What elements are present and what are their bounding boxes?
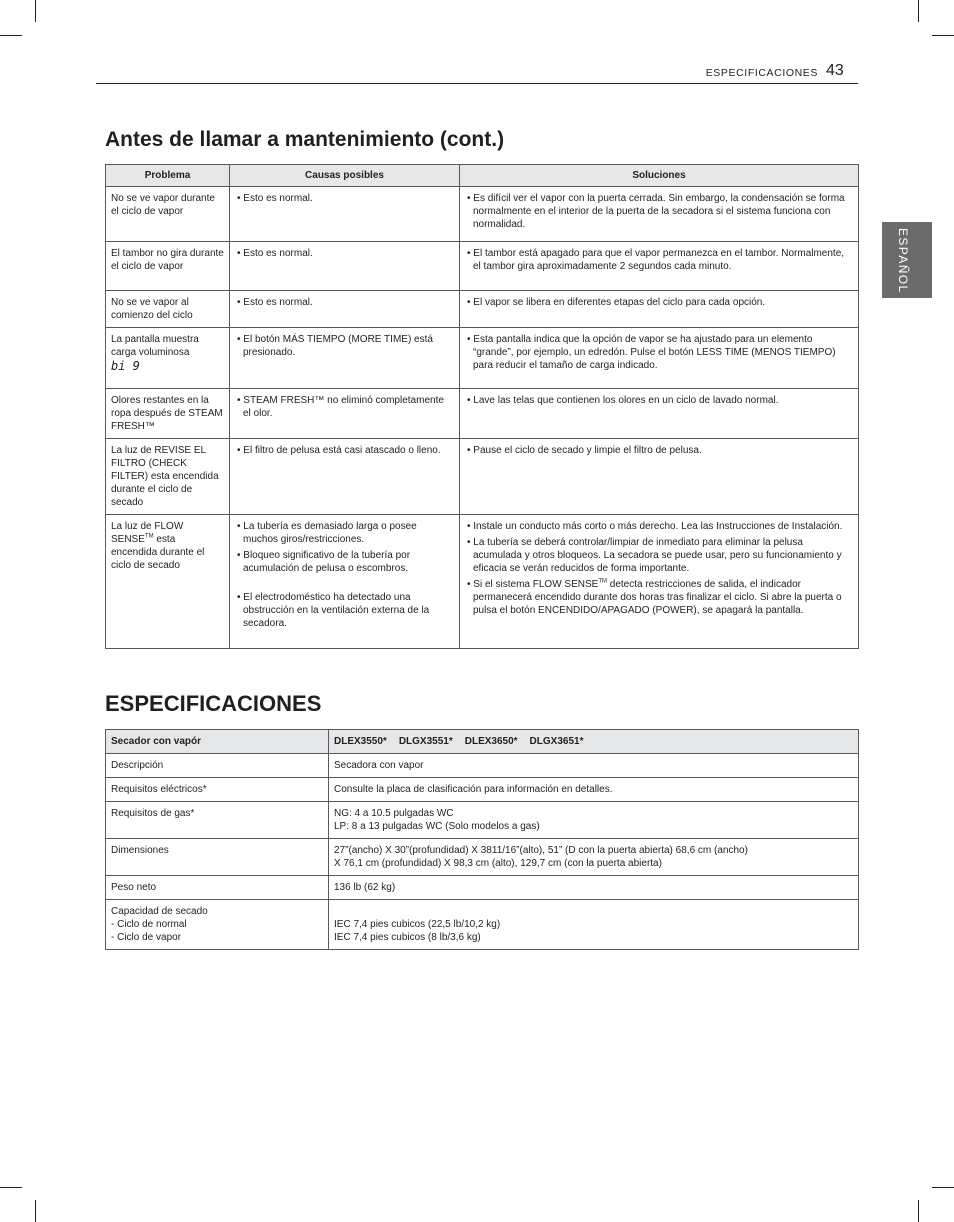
solution-item: • El vapor se libera en diferentes etapas del ciclo para cada opción.: [467, 297, 766, 308]
spec-value: 136 lb (62 kg): [329, 876, 859, 900]
solution-item: • Instale un conducto más corto o más derecho. Lea las Instrucciones de Instalación.: [467, 521, 843, 532]
header-divider: [96, 83, 858, 84]
troubleshoot-title: Antes de llamar a mantenimiento (cont.): [105, 128, 505, 151]
spec-label-line: - Ciclo de vapor: [111, 932, 182, 943]
trademark-sup: TM: [144, 533, 154, 540]
table-row: [106, 515, 859, 649]
spec-value: [329, 839, 859, 876]
cause-item: • El filtro de pelusa está casi atascado o lleno.: [237, 445, 441, 456]
table-row: [106, 242, 859, 291]
table-row: [106, 778, 859, 802]
table-header-row: [106, 165, 859, 187]
solution-text: detecta restricciones de salida, el indicador permanecerá encendido durante dos horas tras finalizar el ciclo. Si abre la puerta o pulsa el botón ENCENDIDO/APAGADO (POWER), se apagará la pantalla.: [473, 579, 842, 616]
spec-value-line: IEC 7,4 pies cubicos (22,5 lb/10,2 kg): [334, 919, 501, 930]
solution-item: • Esta pantalla indica que la opción de vapor se ha ajustado para un elemento “grande”, por ejemplo, un edredón. Pulse el botón LESS TIME (MENOS TIEMPO) para reducir el tamaño de carga indicado.: [467, 334, 836, 371]
spec-label: [106, 900, 329, 950]
column-header: Problema: [106, 165, 230, 187]
column-header: Soluciones: [460, 165, 859, 187]
solution-item: [465, 578, 853, 617]
problem-text: La pantalla muestra carga voluminosa: [111, 334, 199, 358]
cause-item: • El botón MÁS TIEMPO (MORE TIME) está presionado.: [237, 334, 433, 358]
spec-value-line: LP: 8 a 13 pulgadas WC (Solo modelos a gas): [334, 821, 540, 832]
table-row: [106, 839, 859, 876]
cause-item: • Esto es normal.: [237, 248, 313, 259]
problem-cell: El tambor no gira durante el ciclo de vapor: [106, 242, 230, 291]
language-tab-label: ESPAÑOL: [896, 228, 910, 294]
solution-item: • Es difícil ver el vapor con la puerta cerrada. Sin embargo, la condensación se forma normalmente en el interior de la puerta de la secadora si el sistema funciona con normalidad.: [467, 193, 845, 230]
crop-mark: [0, 35, 22, 36]
problem-cell: [106, 515, 230, 649]
crop-mark: [918, 0, 919, 22]
problem-cell: [106, 328, 230, 389]
table-row: [106, 802, 859, 839]
crop-mark: [35, 1200, 36, 1222]
model-number: DLGX3551*: [398, 736, 453, 747]
crop-mark: [35, 0, 36, 22]
crop-mark: [0, 1187, 22, 1188]
solution-item: • Pause el ciclo de secado y limpie el filtro de pelusa.: [467, 445, 702, 456]
spec-value-line: IEC 7,4 pies cubicos (8 lb/3,6 kg): [334, 932, 481, 943]
solution-cell: [460, 187, 859, 242]
solution-cell: [460, 328, 859, 389]
cause-item: • Esto es normal.: [237, 193, 313, 204]
table-row: [106, 328, 859, 389]
specs-header-label: Secador con vapór: [106, 730, 329, 754]
spec-value-line: NG: 4 a 10.5 pulgadas WC: [334, 808, 454, 819]
solution-cell: [460, 242, 859, 291]
cause-item: • Bloqueo significativo de la tubería por acumulación de pelusa o escombros.: [237, 550, 411, 574]
spec-label: Dimensiones: [106, 839, 329, 876]
cause-item: • La tubería es demasiado larga o posee muchos giros/restricciones.: [237, 521, 417, 545]
trademark-sup: TM: [598, 578, 607, 585]
problem-text: La luz de FLOW SENSE: [111, 521, 184, 545]
page-number: 43: [826, 62, 844, 79]
solution-cell: [460, 389, 859, 439]
column-header: Causas posibles: [230, 165, 460, 187]
cause-cell: [230, 389, 460, 439]
cause-cell: [230, 439, 460, 515]
specs-header-row: [106, 730, 859, 754]
cause-cell: [230, 187, 460, 242]
cause-cell: [230, 328, 460, 389]
spec-label: Descripción: [106, 754, 329, 778]
table-row: [106, 754, 859, 778]
table-row: [106, 187, 859, 242]
spec-value: [329, 900, 859, 950]
spec-label: Requisitos de gas*: [106, 802, 329, 839]
specs-title: ESPECIFICACIONES: [105, 691, 322, 716]
solution-item: • El tambor está apagado para que el vapor permanezca en el tambor. Normalmente, el tambor gira aproximadamente 2 segundos cada minuto.: [467, 248, 845, 272]
cause-item: • El electrodoméstico ha detectado una obstrucción en la ventilación externa de la secadora.: [237, 592, 430, 629]
table-row: [106, 876, 859, 900]
crop-mark: [932, 35, 954, 36]
language-tab: [882, 222, 932, 298]
table-row: [106, 291, 859, 328]
running-header-section: ESPECIFICACIONES: [705, 67, 818, 79]
crop-mark: [932, 1187, 954, 1188]
solution-item: • Lave las telas que contienen los olores en un ciclo de lavado normal.: [467, 395, 779, 406]
cause-item: • Esto es normal.: [237, 297, 313, 308]
cause-cell: [230, 515, 460, 649]
problem-cell: Olores restantes en la ropa después de STEAM FRESH™: [106, 389, 230, 439]
troubleshoot-table: [105, 164, 859, 649]
solution-text: • Si el sistema FLOW SENSE: [467, 579, 599, 590]
cause-cell: [230, 291, 460, 328]
spec-label-line: - Ciclo de normal: [111, 919, 187, 930]
spec-label: Peso neto: [106, 876, 329, 900]
display-code: bi 9: [111, 359, 140, 373]
spec-value: Consulte la placa de clasificación para información en detalles.: [329, 778, 859, 802]
table-row: [106, 900, 859, 950]
solution-cell: [460, 291, 859, 328]
model-number: DLGX3651*: [529, 736, 584, 747]
problem-cell: No se ve vapor al comienzo del ciclo: [106, 291, 230, 328]
solution-cell: [460, 515, 859, 649]
specs-table: [105, 729, 859, 950]
cause-item: • STEAM FRESH™ no eliminó completamente el olor.: [237, 395, 444, 419]
spec-label-line: Capacidad de secado: [111, 906, 208, 917]
solution-cell: [460, 439, 859, 515]
table-row: [106, 439, 859, 515]
problem-text: esta encendida durante el ciclo de secado: [111, 534, 205, 571]
model-list: [329, 730, 859, 754]
spec-value: [329, 802, 859, 839]
cause-cell: [230, 242, 460, 291]
problem-cell: La luz de REVISE EL FILTRO (CHECK FILTER) esta encendida durante el ciclo de secado: [106, 439, 230, 515]
spec-value: Secadora con vapor: [329, 754, 859, 778]
spec-label: Requisitos eléctricos*: [106, 778, 329, 802]
table-row: [106, 389, 859, 439]
model-number: DLEX3550*: [334, 736, 387, 747]
spec-value-line: X 76,1 cm (profundidad) X 98,3 cm (alto), 129,7 cm (con la puerta abierta): [334, 858, 662, 869]
crop-mark: [918, 1200, 919, 1222]
problem-cell: No se ve vapor durante el ciclo de vapor: [106, 187, 230, 242]
model-number: DLEX3650*: [464, 736, 518, 747]
spec-value-line: 27”(ancho) X 30”(profundidad) X 3811/16”(alto), 51” (D con la puerta abierta) 68,6 cm (ancho): [334, 845, 748, 856]
solution-item: • La tubería se deberá controlar/limpiar de inmediato para eliminar la pelusa acumulada y otros bloqueos. La secadora se puede usar, pero su funcionamiento y eficacia se verán reducidos de forma importante.: [467, 537, 842, 574]
spec-value-line: [334, 905, 853, 918]
